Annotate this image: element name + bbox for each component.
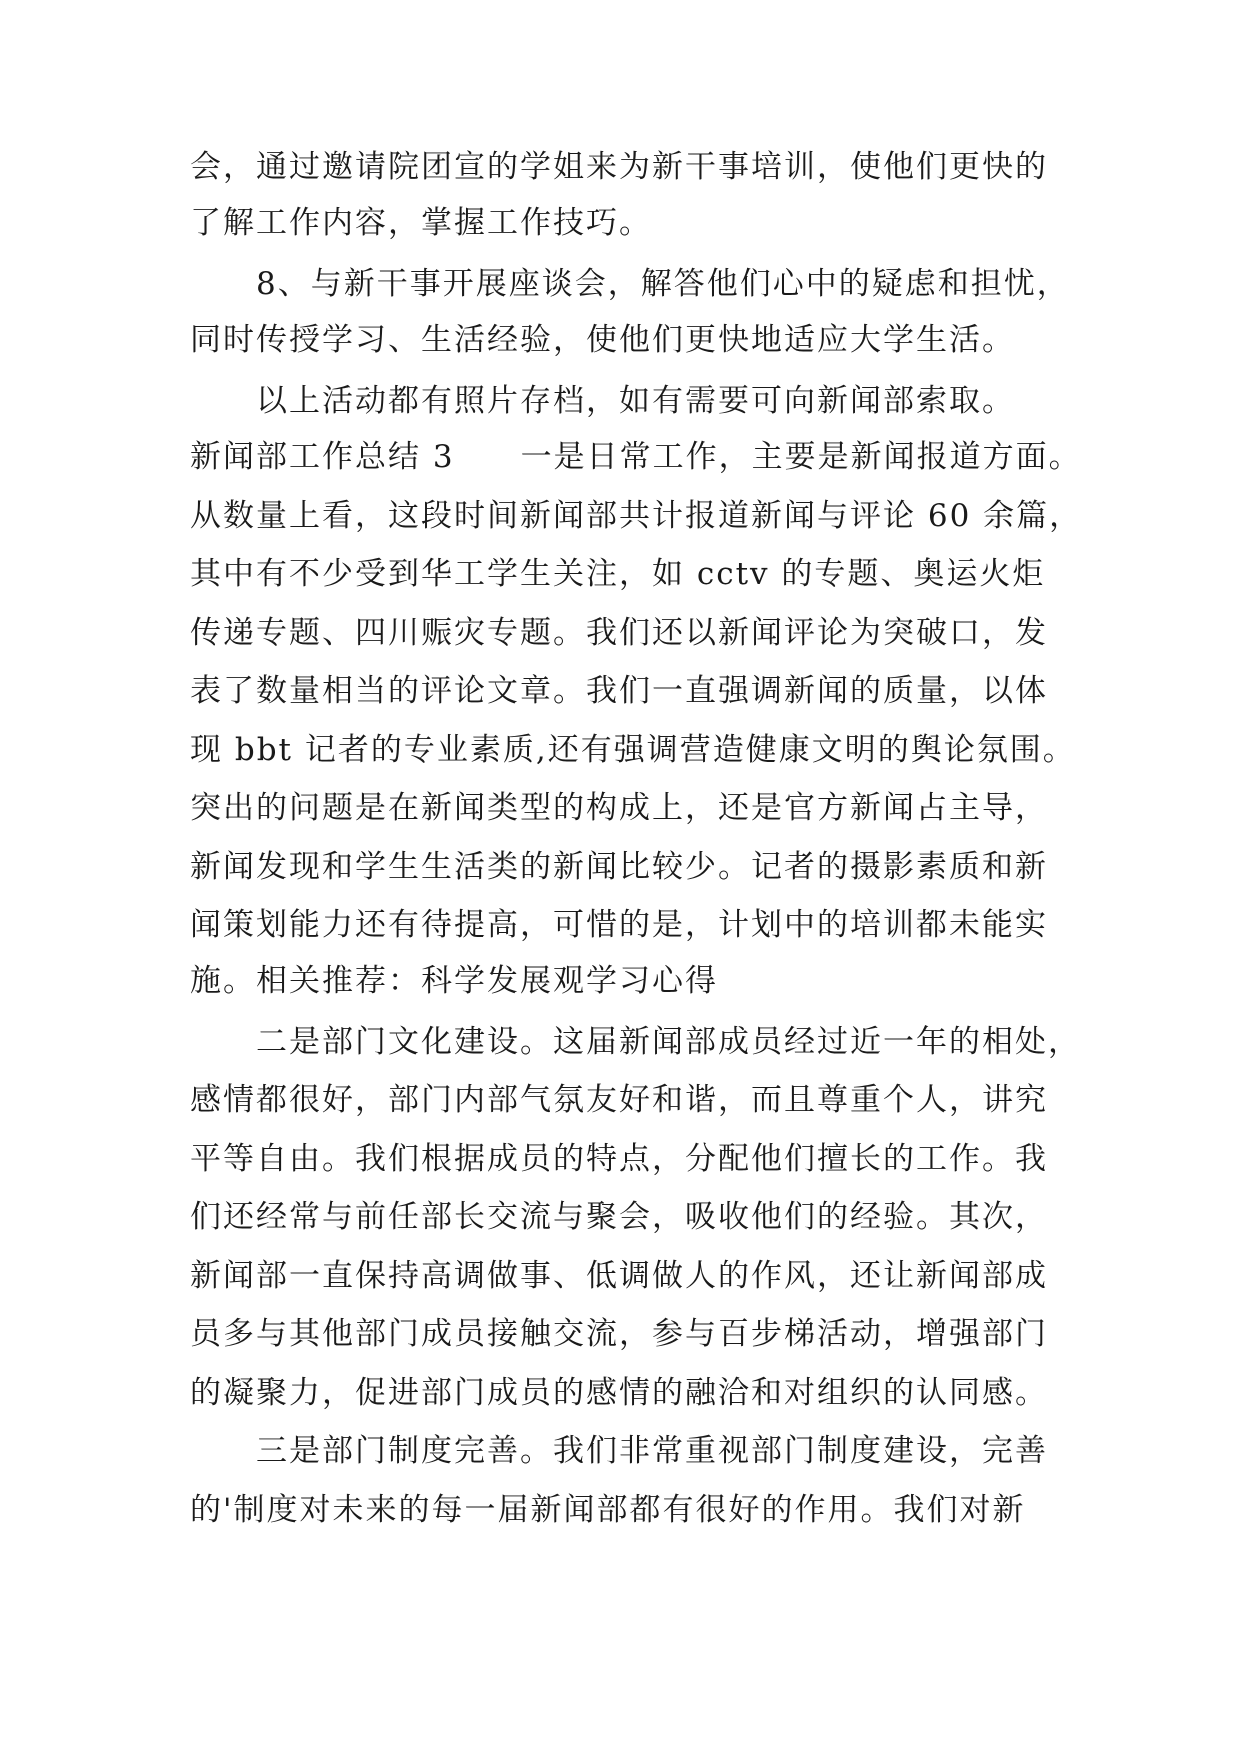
- text-line: 们还经常与前任部长交流与聚会，吸收他们的经验。其次，: [190, 1199, 1048, 1235]
- text-line: 的凝聚力，促进部门成员的感情的融洽和对组织的认同感。: [190, 1375, 1048, 1411]
- text-line: 表了数量相当的评论文章。我们一直强调新闻的质量，以体: [190, 673, 1048, 709]
- text-line: 三是部门制度完善。我们非常重视部门制度建设，完善: [190, 1433, 1048, 1469]
- text-line: 会，通过邀请院团宣的学姐来为新干事培训，使他们更快的: [190, 149, 1048, 185]
- text-line: 平等自由。我们根据成员的特点，分配他们擅长的工作。我: [190, 1141, 1048, 1177]
- text-line: 同时传授学习、生活经验，使他们更快地适应大学生活。: [190, 322, 1015, 358]
- text-line: 的'制度对未来的每一届新闻部都有很好的作用。我们对新: [190, 1492, 1026, 1528]
- text-line: 闻策划能力还有待提高，可惜的是，计划中的培训都未能实: [190, 907, 1048, 943]
- text-line: 新闻发现和学生生活类的新闻比较少。记者的摄影素质和新: [190, 849, 1048, 885]
- text-line: 现 bbt 记者的专业素质,还有强调营造健康文明的舆论氛围。: [190, 732, 1076, 768]
- text-line: 突出的问题是在新闻类型的构成上，还是官方新闻占主导，: [190, 790, 1048, 826]
- section-heading-line: 新闻部工作总结 3 一是日常工作，主要是新闻报道方面。: [190, 439, 1082, 475]
- text-line: 员多与其他部门成员接触交流，参与百步梯活动，增强部门: [190, 1316, 1048, 1352]
- text-line: 8、与新干事开展座谈会，解答他们心中的疑虑和担忧，: [190, 266, 1070, 302]
- text-line: 感情都很好，部门内部气氛友好和谐，而且尊重个人，讲究: [190, 1082, 1048, 1118]
- text-line: 传递专题、四川赈灾专题。我们还以新闻评论为突破口，发: [190, 615, 1048, 651]
- text-line: 了解工作内容，掌握工作技巧。: [190, 205, 652, 241]
- text-line: 新闻部一直保持高调做事、低调做人的作风，还让新闻部成: [190, 1258, 1048, 1294]
- text-line: 以上活动都有照片存档，如有需要可向新闻部索取。: [190, 383, 1015, 419]
- text-line: 二是部门文化建设。这届新闻部成员经过近一年的相处，: [190, 1024, 1081, 1060]
- text-line: 施。相关推荐：科学发展观学习心得: [190, 963, 718, 999]
- text-line: 其中有不少受到华工学生关注，如 cctv 的专题、奥运火炬: [190, 556, 1046, 592]
- text-line: 从数量上看，这段时间新闻部共计报道新闻与评论 60 余篇，: [190, 498, 1083, 534]
